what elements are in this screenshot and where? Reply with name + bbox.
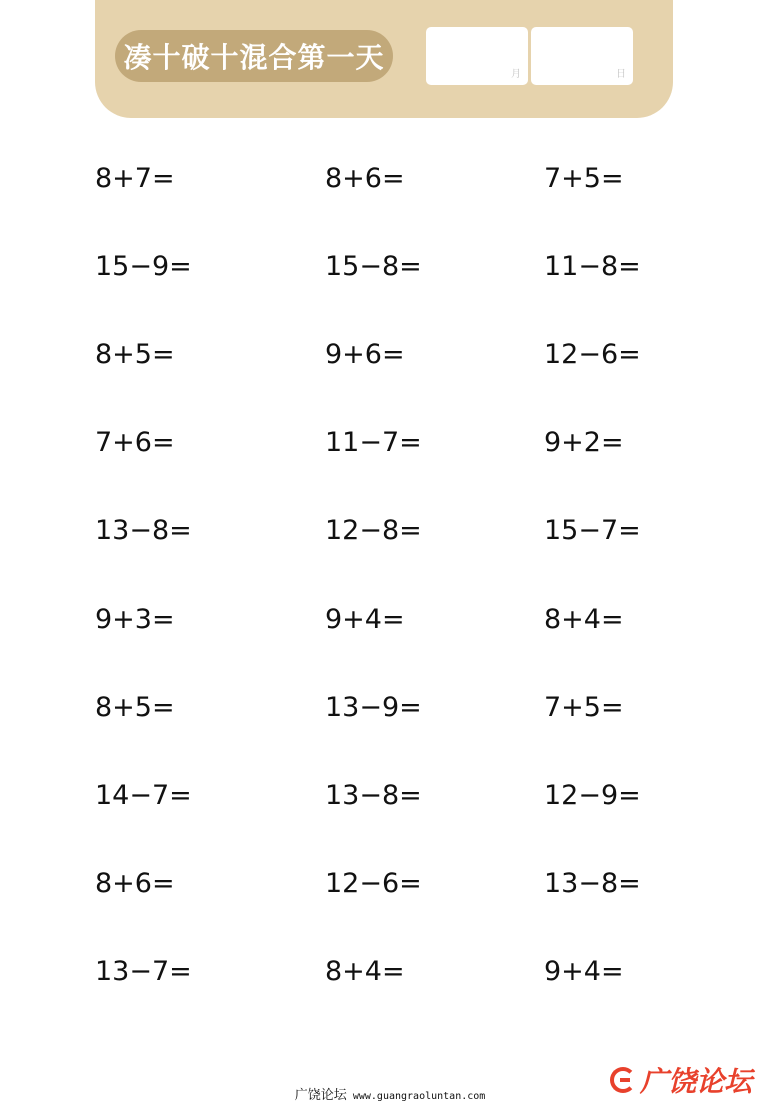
problem: 13−8= [325,780,422,811]
problem: 12−8= [325,515,422,546]
problem: 12−9= [544,780,641,811]
logo-g-icon [610,1067,636,1093]
problem: 15−8= [325,251,422,282]
problem: 11−8= [544,251,641,282]
problem: 8+5= [95,339,175,370]
problem: 13−8= [95,515,192,546]
problem: 8+4= [325,956,405,987]
page-title: 凑十破十混合第一天 [123,41,385,74]
problem: 8+4= [544,604,624,635]
problem: 13−8= [544,868,641,899]
problem: 9+3= [95,604,175,635]
problem: 9+4= [325,604,405,635]
footer-site-url[interactable]: www.guangraoluntan.com [352,1091,486,1102]
problem: 8+5= [95,692,175,723]
problem: 12−6= [325,868,422,899]
problem: 8+6= [95,868,175,899]
month-label: 月 [511,69,521,80]
problem: 9+2= [544,427,624,458]
problem: 15−7= [544,515,641,546]
footer-site-name: 广饶论坛 [294,1088,347,1103]
problem: 9+6= [325,339,405,370]
problem: 8+6= [325,163,405,194]
problem: 7+5= [544,163,624,194]
site-logo [610,1060,752,1100]
problem: 9+4= [544,956,624,987]
problem: 14−7= [95,780,192,811]
problem: 13−7= [95,956,192,987]
logo-text: 广饶论坛 [640,1065,753,1098]
problem: 15−9= [95,251,192,282]
problem: 8+7= [95,163,175,194]
problem: 13−9= [325,692,422,723]
problem: 12−6= [544,339,641,370]
problem: 7+5= [544,692,624,723]
problem: 7+6= [95,427,175,458]
problem: 11−7= [325,427,422,458]
day-label: 日 [616,69,626,80]
